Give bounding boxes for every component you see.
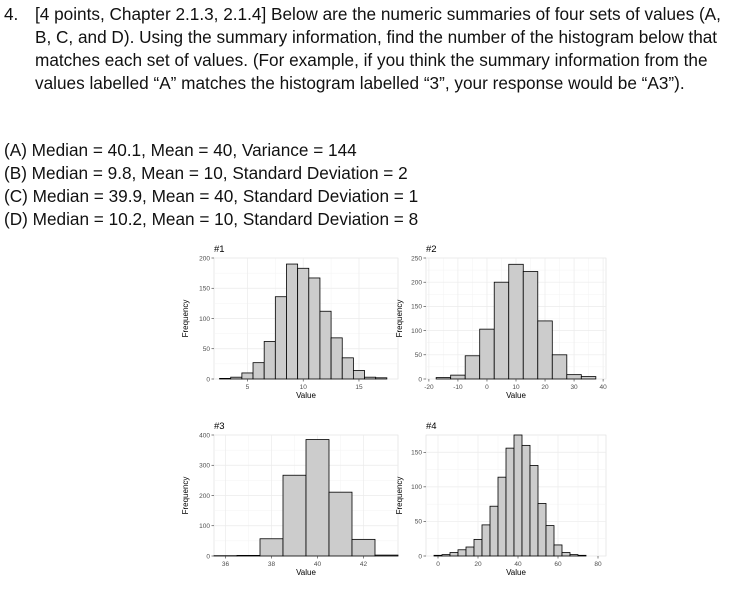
histogram-bar xyxy=(442,555,450,556)
histogram-bar xyxy=(451,375,466,379)
y-tick-label: 200 xyxy=(411,279,422,287)
y-tick-label: 50 xyxy=(414,518,422,526)
chart-title: #4 xyxy=(426,421,437,432)
histogram-bar xyxy=(331,338,342,379)
x-tick-label: -10 xyxy=(453,384,463,391)
option-d: (D) Median = 10.2, Mean = 10, Standard Deviation = 8 xyxy=(4,209,419,229)
y-axis-title: Frequency xyxy=(181,476,190,515)
y-tick-label: 50 xyxy=(414,352,422,360)
histogram-bar xyxy=(260,539,283,556)
histogram-bar xyxy=(522,445,530,556)
x-tick-label: 60 xyxy=(554,561,562,568)
y-tick-label: 250 xyxy=(411,255,422,263)
histogram-bar xyxy=(231,377,242,379)
histogram-bar xyxy=(546,526,554,556)
histogram-1 xyxy=(179,236,384,411)
histogram-bar xyxy=(352,539,375,556)
histogram-bar xyxy=(434,555,442,556)
histogram-bar xyxy=(509,264,524,379)
option-c: (C) Median = 39.9, Mean = 40, Standard Deviation = 1 xyxy=(4,186,419,206)
histogram-bar xyxy=(570,555,578,556)
histogram-bar xyxy=(275,297,286,379)
y-tick-label: 300 xyxy=(199,462,210,470)
y-tick-label: 400 xyxy=(199,432,210,440)
y-tick-label: 150 xyxy=(411,449,422,457)
histogram-bar xyxy=(320,311,331,379)
histogram-bar xyxy=(554,545,562,556)
y-tick-label: 0 xyxy=(418,553,422,561)
histogram-bar xyxy=(286,264,297,379)
y-tick-label: 200 xyxy=(199,255,210,263)
histogram-bar xyxy=(523,272,538,379)
histogram-bar xyxy=(376,378,387,379)
y-tick-label: 200 xyxy=(199,492,210,500)
histogram-bar xyxy=(498,477,506,556)
histogram-bar xyxy=(309,278,320,379)
histogram-2 xyxy=(393,236,613,411)
histogram-bar xyxy=(530,465,538,556)
chart-title: #2 xyxy=(426,244,437,255)
question-text: [4 points, Chapter 2.1.3, 2.1.4] Below are the numeric summaries of four sets of values (A, B, C, and D). Using the summary information, find the number of the histogram below that matches each set of values. (For example, if you think the summary information from the values labelled “A” matches the histogram labelled “3”, your response would be “A3”). xyxy=(35,4,721,93)
x-axis-title: Value xyxy=(296,391,316,400)
option-a: (A) Median = 40.1, Mean = 40, Variance = 144 xyxy=(4,140,357,160)
histogram-bar xyxy=(552,355,567,379)
histogram-bar xyxy=(466,547,474,556)
histogram-bar xyxy=(283,475,306,556)
histogram-bar xyxy=(567,375,582,379)
y-tick-label: 0 xyxy=(206,553,210,561)
y-tick-label: 150 xyxy=(411,303,422,311)
histogram-bar xyxy=(538,321,553,379)
histogram-bar xyxy=(458,550,466,556)
x-tick-label: 36 xyxy=(221,561,230,568)
y-tick-label: 0 xyxy=(206,376,210,384)
question-number: 4. xyxy=(4,4,19,24)
x-tick-label: 10 xyxy=(512,384,520,391)
histogram-bar xyxy=(436,378,451,379)
y-tick-label: 100 xyxy=(411,327,422,335)
histogram-bar xyxy=(342,358,353,379)
histogram-bar xyxy=(242,373,253,379)
histogram-bar xyxy=(578,555,586,556)
chart-title: #1 xyxy=(214,244,225,255)
histogram-bar xyxy=(538,503,546,556)
histogram-bar xyxy=(220,378,231,379)
histogram-bar xyxy=(581,377,596,379)
histogram-bar xyxy=(365,377,376,379)
x-tick-label: 5 xyxy=(245,384,250,391)
x-tick-label: 40 xyxy=(514,561,522,568)
y-tick-label: 100 xyxy=(199,523,210,531)
histogram-bar xyxy=(506,448,514,556)
y-axis-title: Frequency xyxy=(181,299,190,338)
y-tick-label: 50 xyxy=(202,346,210,354)
histogram-bar xyxy=(465,356,480,379)
histogram-bar xyxy=(494,282,509,379)
x-tick-label: 0 xyxy=(485,384,489,391)
y-tick-label: 100 xyxy=(411,484,422,492)
histogram-bar xyxy=(329,492,352,556)
histogram-bar xyxy=(306,440,329,556)
y-tick-label: 150 xyxy=(199,285,210,293)
histogram-4 xyxy=(393,413,613,589)
histogram-bar xyxy=(298,268,309,379)
histogram-bar xyxy=(450,553,458,556)
histogram-bar xyxy=(562,553,570,556)
histogram-bar xyxy=(264,341,275,379)
x-tick-label: 20 xyxy=(474,561,482,568)
histogram-3 xyxy=(179,413,384,589)
x-tick-label: 42 xyxy=(359,561,368,568)
y-axis-title: Frequency xyxy=(395,476,404,515)
x-tick-label: 80 xyxy=(594,561,602,568)
x-tick-label: 38 xyxy=(267,561,276,568)
histogram-bar xyxy=(353,371,364,379)
x-tick-label: 10 xyxy=(299,384,307,391)
x-tick-label: -20 xyxy=(424,384,434,391)
x-axis-title: Value xyxy=(506,568,526,577)
histogram-bar xyxy=(482,525,490,556)
x-tick-label: 20 xyxy=(541,384,549,391)
x-axis-title: Value xyxy=(506,391,526,400)
y-tick-label: 0 xyxy=(418,376,422,384)
histogram-bar xyxy=(480,329,495,379)
histogram-bar xyxy=(253,363,264,379)
chart-title: #3 xyxy=(214,421,225,432)
y-axis-title: Frequency xyxy=(395,299,404,338)
x-tick-label: 30 xyxy=(570,384,578,391)
histogram-bar xyxy=(490,506,498,556)
x-axis-title: Value xyxy=(296,568,316,577)
option-b: (B) Median = 9.8, Mean = 10, Standard Deviation = 2 xyxy=(4,163,408,183)
x-tick-label: 40 xyxy=(313,561,322,568)
histogram-bar xyxy=(514,435,522,556)
histogram-bar xyxy=(237,555,260,556)
x-tick-label: 40 xyxy=(599,384,607,391)
x-tick-label: 15 xyxy=(355,384,363,391)
histogram-bar xyxy=(474,539,482,556)
y-tick-label: 100 xyxy=(199,315,210,323)
x-tick-label: 0 xyxy=(436,561,440,568)
